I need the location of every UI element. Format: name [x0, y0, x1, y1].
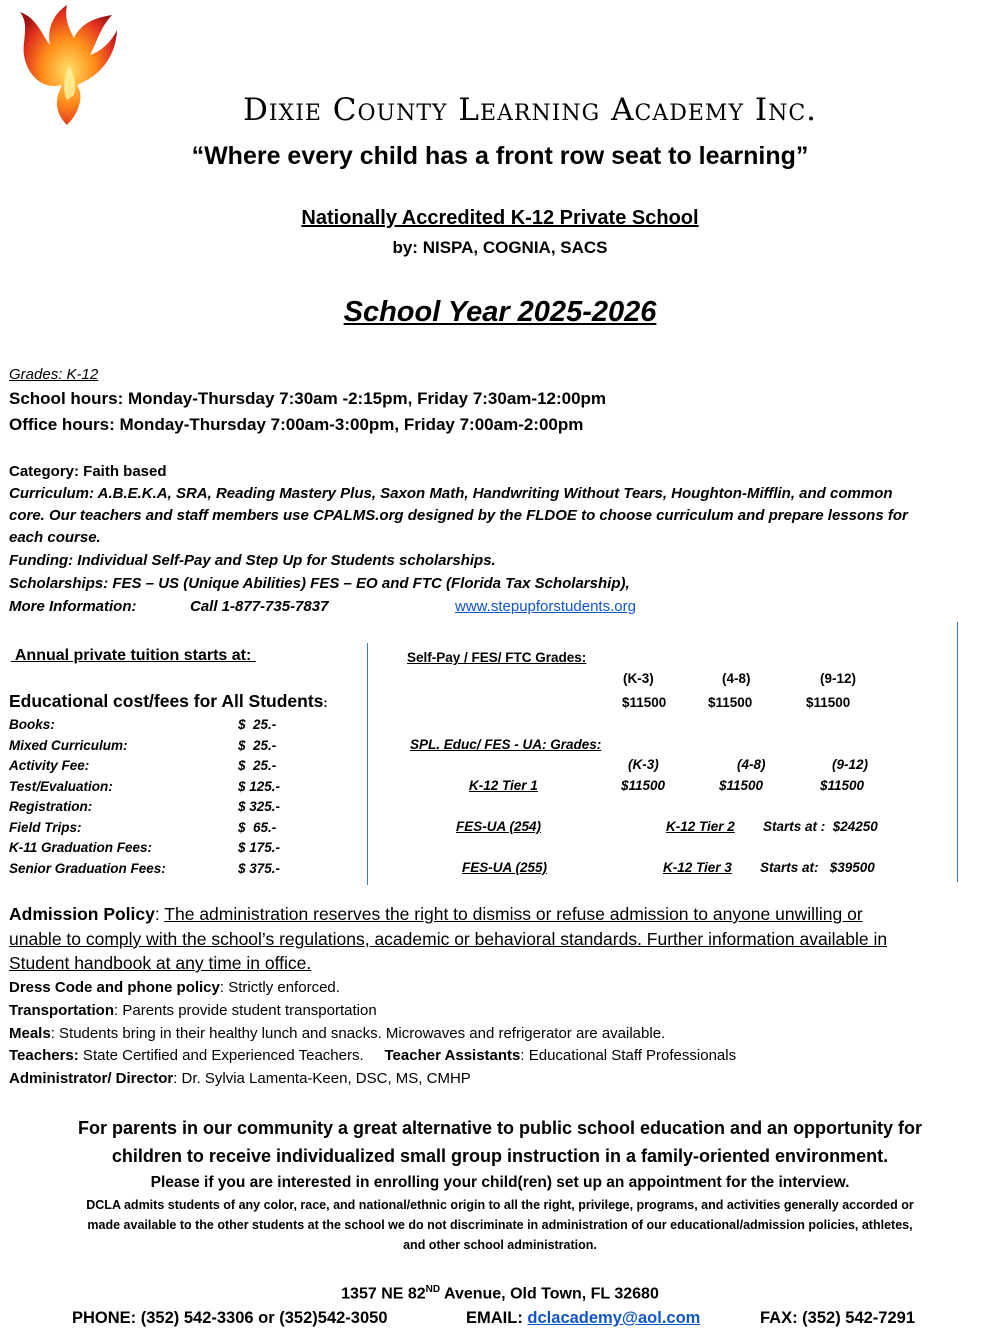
fee-label: Registration:: [9, 799, 93, 814]
fee-amount: $ 25.-: [238, 758, 277, 773]
more-info-label: More Information:: [9, 598, 137, 615]
stepup-link[interactable]: www.stepupforstudents.org: [455, 598, 636, 615]
tier2-label: K-12 Tier 2: [666, 819, 735, 834]
grade-header-912: (9-12): [820, 671, 857, 686]
fee-amount: $ 175.-: [238, 840, 281, 855]
selfpay-price-912: $11500: [806, 695, 851, 710]
accredited-by: by: NISPA, COGNIA, SACS: [392, 238, 608, 257]
spl-grade-912: (9-12): [832, 757, 869, 772]
fee-amount: $ 65.-: [238, 820, 277, 835]
curriculum-line-1: Curriculum: A.B.E.K.A, SRA, Reading Mastery Plus, Saxon Math, Handwriting Without Tears, Houghton-Mifflin, and common: [9, 485, 893, 502]
selfpay-price-k3: $11500: [622, 695, 667, 710]
fax: FAX: (352) 542-7291: [760, 1309, 916, 1327]
spl-heading: SPL. Educ/ FES - UA: Grades:: [410, 737, 602, 752]
fee-amount: $ 125.-: [238, 779, 281, 794]
column-divider-right: [957, 622, 958, 882]
accreditation-heading: Nationally Accredited K-12 Private School: [301, 207, 699, 229]
tier3-price: Starts at: $39500: [760, 860, 875, 875]
phone-numbers: PHONE: (352) 542-3306 or (352)542-3050: [72, 1309, 388, 1327]
tier1-label: K-12 Tier 1: [469, 778, 538, 793]
scholarships: Scholarships: FES – US (Unique Abilities) FES – EO and FTC (Florida Tax Scholarship),: [9, 575, 630, 592]
closing-line-2: children to receive individualized small group instruction in a family-oriented environment.: [111, 1146, 889, 1166]
grades-label: Grades: K-12: [9, 366, 99, 383]
fee-amount: $ 25.-: [238, 738, 277, 753]
school-hours: School hours: Monday-Thursday 7:30am -2:15pm, Friday 7:30am-12:00pm: [9, 389, 607, 408]
office-hours: Office hours: Monday-Thursday 7:00am-3:00pm, Friday 7:00am-2:00pm: [9, 415, 584, 434]
fee-label: Senior Graduation Fees:: [9, 861, 166, 876]
nondiscrimination-line-1: DCLA admits students of any color, race, and national/ethnic origin to all the right, privilege, programs, and activities generally accorded or: [86, 1198, 914, 1212]
admission-policy: Admission Policy: The administration reserves the right to dismiss or refuse admission to anyone unwilling or: [9, 904, 863, 924]
tier2-price: Starts at : $24250: [763, 819, 878, 834]
fesua-255: FES-UA (255): [462, 860, 548, 875]
fee-label: Mixed Curriculum:: [9, 738, 128, 753]
administrator: Administrator/ Director: Dr. Sylvia Lamenta-Keen, DSC, MS, CMHP: [9, 1070, 471, 1087]
curriculum-line-3: each course.: [9, 529, 101, 546]
nondiscrimination-line-2: made available to the other students at the school we do not discriminate in administration of our educational/admission policies, athletes,: [87, 1218, 913, 1232]
cost-heading: Educational cost/fees for All Students:: [9, 691, 328, 711]
admission-policy-line-3: Student handbook at any time in office.: [9, 953, 312, 973]
fee-label: Books:: [9, 717, 55, 732]
more-info-phone: Call 1-877-735-7837: [190, 598, 329, 615]
nondiscrimination-line-3: and other school administration.: [403, 1238, 597, 1252]
transportation: Transportation: Parents provide student transportation: [9, 1002, 377, 1019]
admission-policy-line-2: unable to comply with the school’s regulations, academic or behavioral standards. Further information available in: [9, 929, 888, 949]
fee-label: Test/Evaluation:: [9, 779, 113, 794]
dress-code: Dress Code and phone policy: Strictly enforced.: [9, 979, 340, 996]
fee-label: K-11 Graduation Fees:: [9, 840, 153, 855]
fee-amount: $ 25.-: [238, 717, 277, 732]
closing-line-1: For parents in our community a great alternative to public school education and an opportunity for: [77, 1118, 923, 1138]
school-motto: “Where every child has a front row seat to learning”: [191, 142, 809, 170]
selfpay-price-48: $11500: [708, 695, 753, 710]
meals: Meals: Students bring in their healthy lunch and snacks. Microwaves and refrigerator are available.: [9, 1025, 666, 1042]
funding: Funding: Individual Self-Pay and Step Up for Students scholarships.: [9, 552, 496, 569]
selfpay-heading: Self-Pay / FES/ FTC Grades:: [407, 650, 587, 665]
spl-grade-k3: (K-3): [628, 757, 659, 772]
category: Category: Faith based: [9, 463, 167, 480]
school-year-heading: School Year 2025-2026: [343, 296, 657, 328]
fesua-254: FES-UA (254): [456, 819, 542, 834]
fee-label: Field Trips:: [9, 820, 82, 835]
appointment-note: Please if you are interested in enrolling your child(ren) set up an appointment for the interview.: [150, 1174, 850, 1191]
tier1-price-k3: $11500: [621, 778, 666, 793]
tier1-price-912: $11500: [820, 778, 865, 793]
spl-grade-48: (4-8): [737, 757, 766, 772]
teachers: Teachers: State Certified and Experienced Teachers. Teacher Assistants: Educational Staff Professionals: [9, 1047, 737, 1064]
address: 1357 NE 82ND Avenue, Old Town, FL 32680: [341, 1284, 659, 1303]
email-link[interactable]: dclacademy@aol.com: [527, 1309, 701, 1327]
tier3-label: K-12 Tier 3: [663, 860, 732, 875]
fee-amount: $ 325.-: [238, 799, 281, 814]
grade-header-48: (4-8): [722, 671, 751, 686]
fee-label: Activity Fee:: [9, 758, 90, 773]
email: EMAIL: dclacademy@aol.com: [466, 1309, 701, 1327]
fee-amount: $ 375.-: [238, 861, 281, 876]
column-divider-left: [367, 643, 368, 885]
tuition-heading: Annual private tuition starts at:: [14, 647, 252, 664]
curriculum-line-2: core. Our teachers and staff members use CPALMS.org designed by the FLDOE to choose curriculum and prepare lessons for: [9, 507, 908, 524]
school-name: Dixie County Learning Academy Inc.: [242, 92, 818, 128]
grade-header-k3: (K-3): [623, 671, 654, 686]
tier1-price-48: $11500: [719, 778, 764, 793]
